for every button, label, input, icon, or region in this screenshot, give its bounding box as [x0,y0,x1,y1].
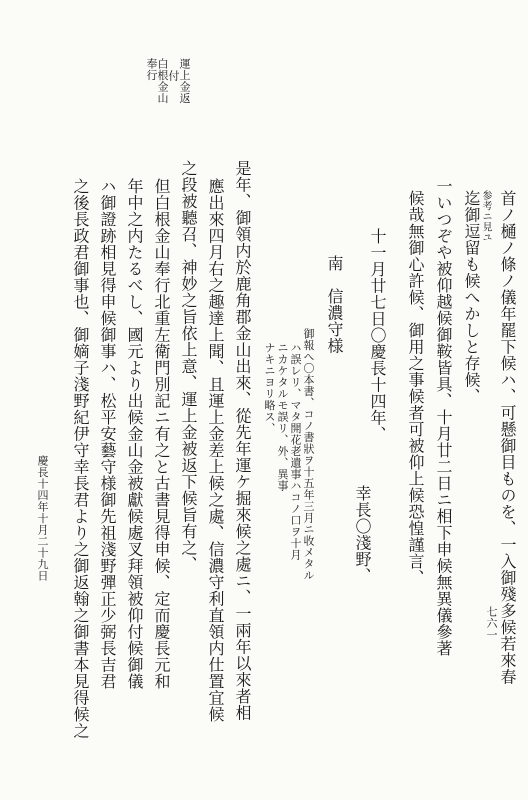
text-column-1-note: 参考ニ見ユ [480,190,491,243]
text-column-2: 迄御逗留も候へかしと存候、 [462,190,481,405]
margin-note-line-4: 奉行 [145,58,158,81]
text-column-1: 首ノ樋ノ條ノ儀年罷下候ハ、可懸御目ものを、一入御殘多候若來春 [498,190,517,685]
margin-note-line-3: 白根金山 [156,58,169,104]
text-column-4: 候哉無御心許候、御用之事候者可被仰上候恐惶謹言、 [406,190,425,586]
margin-note-line-2: 付 [167,70,180,82]
text-column-8: 但白根金山奉行北重左衛門別記ニ有之と古書見得申候、定而慶長元和 [152,178,171,690]
annotation-line-3: ニカケタルモ誤リ、外、異事 [276,342,289,492]
text-column-7: 之段被聽召、神妙之旨依上意、運上金被返下候旨有之、 [179,160,198,573]
annotation-line-1: 御報へ〇本書、コノ書狀ヲ十五年三月ニ收メタル [302,328,315,581]
text-column-3: 一いつぞや被仰越候御鞍皆具、十月廿二日ニ相下申候無異儀參著 [434,178,453,657]
text-column-10: ハ御證跡相見得申候御事ハ、松平安藝守様御先祖淺野彈正少弼長吉君 [98,178,117,690]
text-column-6: 應出來四月右之趣達上聞、且運上金差上候之處、信濃守利直領内仕置宜候 [206,178,225,723]
page-number: 七六一 [485,606,498,641]
signature-line: 幸長〇淺野、 [353,485,372,584]
annotation-line-2: ハ誤レリ、マタ開花老遺事ハコノ口ヲ十月 [289,342,302,561]
text-column-11: 之後長政君御事也、御嫡子淺野紀伊守幸長君より之御返翰之御書本見得候之 [71,178,90,739]
addressee-line: 南 信濃守様 [325,255,344,354]
text-column-5: 是年、御領内於鹿角郡金山出來、從先年運ケ掘來候之處ニ、一兩年以來者相 [233,160,252,721]
annotation-line-4: ナキニヨリ略ス、 [263,342,276,434]
margin-note-line-1: 運上金返 [178,58,191,104]
date-line: 十一月廿七日〇慶長十四年、 [368,228,387,443]
text-column-9: 年中之内たるべし、國元より出候金山金被獻候處叉拜領被仰付候御儀 [125,178,144,690]
record-date: 慶長十四年十月二十九日 [36,455,49,582]
